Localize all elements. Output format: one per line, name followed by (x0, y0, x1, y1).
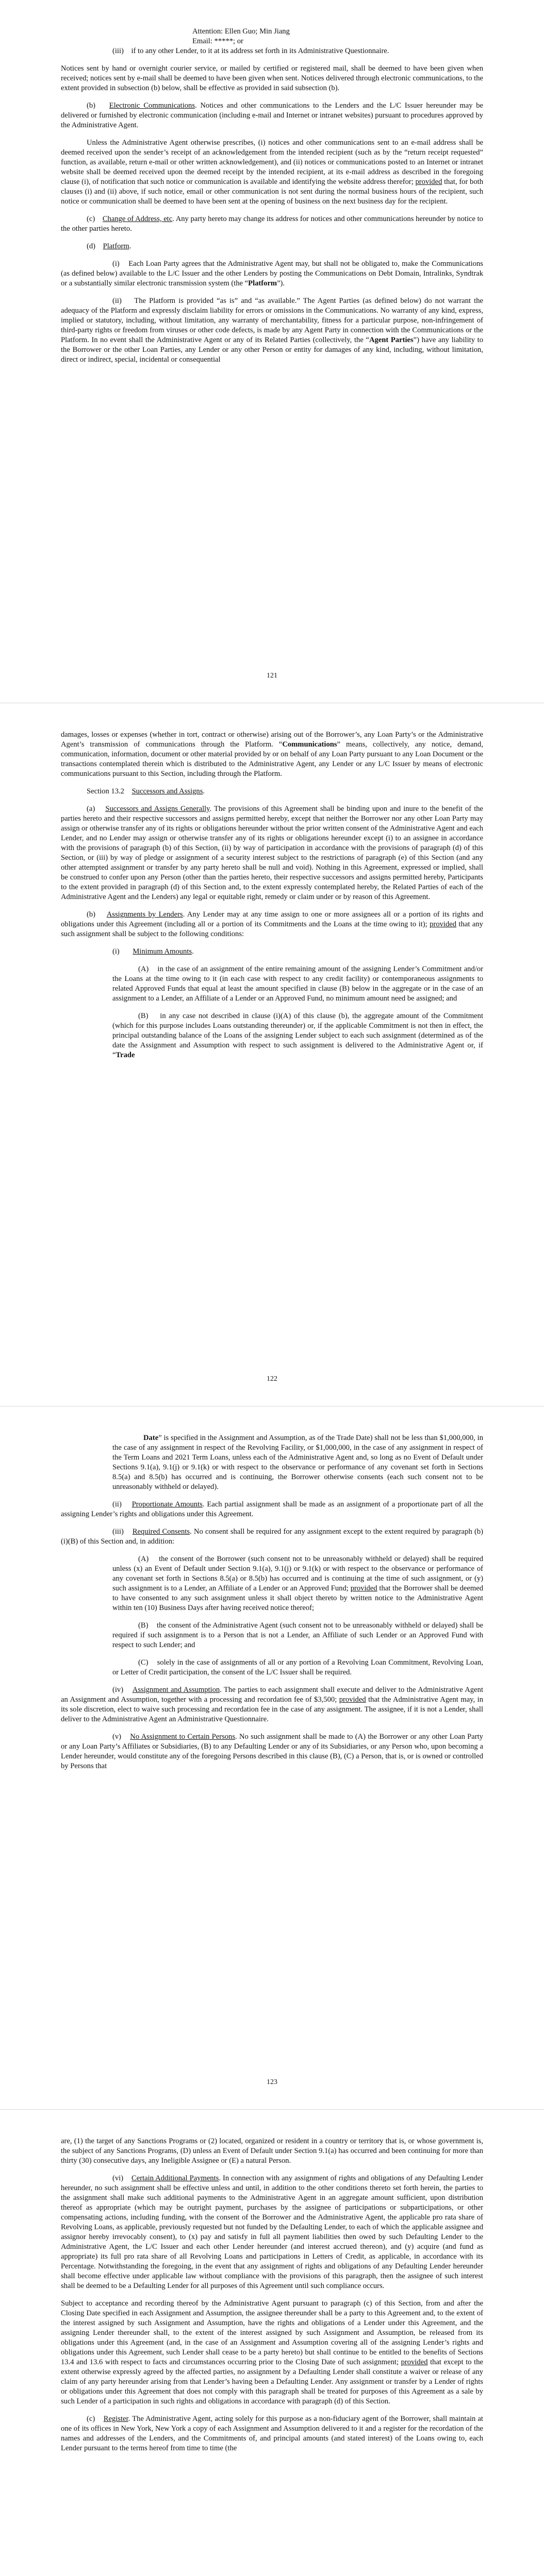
paragraph: (B) in any case not described in clause (i)(A) of this clause (b), the aggregate amount of the Commitment (which for this purpose includes Loans outstanding thereunder) or, if the applicable Commitment is not then in effect, the principal outstanding balance of the Loans of the assigning Lender subject to each such assignment (determined as of the date the Assignment and Assumption with respect to such assignment is delivered to the Administrative Agent or, if “Trade (112, 1012, 483, 1059)
paragraph: (i) Minimum Amounts. (112, 947, 194, 956)
paragraph: damages, losses or expenses (whether in tort, contract or otherwise) arising out of the Borrower’s, any Loan Party’s or the Administrative Agent’s transmission of communications through the Platform. “Communications” means, collectively, any notice, demand, communication, information, document or other material provided by or on behalf of any Loan Party pursuant to any Loan Document or the transactions contemplated therein which is distributed to the Administrative Agent, any Lender or any L/C Issuer by means of electronic communications pursuant to this Section, including through the Platform. (61, 731, 483, 778)
paragraph: Section 13.2 Successors and Assigns. (87, 787, 205, 795)
paragraph: are, (1) the target of any Sanctions Programs or (2) located, organized or resident in a country or territory that is, or whose government is, the subject of any Sanctions Programs, (D) unless an Event of Default under Section 9.1(a) has occurred and been continuing for more than thirty (30) consecutive days, any Ineligible Assignee or (E) a natural Person. (61, 2137, 483, 2165)
paragraph: (ii) The Platform is provided “as is” and “as available.” The Agent Parties (as defined below) do not warrant the adequacy of the Platform and expressly disclaim liability for errors or omissions in the Communications. No warranty of any kind, express, implied or statutory, including, without limitation, any warranty of merchantability, fitness for a particular purpose, non-infringement of third-party rights or freedom from viruses or other code defects, is made by any Agent Party in connection with the Communications or the Platform. In no event shall the Administrative Agent or any of its Related Parties (collectively, the “Agent Parties”) have any liability to the Borrower or the other Loan Parties, any Lender or any other Person or entity for damages of any kind, including, without limitation, direct or indirect, special, incidental or consequential (61, 297, 483, 364)
paragraph: (iv) Assignment and Assumption. The parties to each assignment shall execute and deliver to the Administrative Agent an Assignment and Assumption, together with a processing and recordation fee of $3,500; provided that the Administrative Agent may, in its sole discretion, elect to waive such processing and recordation fee in the case of any assignment. The assignee, if it is not a Lender, shall deliver to the Administrative Agent an Administrative Questionnaire. (61, 1686, 483, 1723)
paragraph: (iii) Required Consents. No consent shall be required for any assignment except to the extent required by paragraph (b)(i)(B) of this Section and, in addition: (61, 1528, 483, 1546)
paragraph: (A) in the case of an assignment of the entire remaining amount of the assigning Lender’s Commitment and/or the Loans at the time owing to it (in each case with respect to any credit facility) or contemporaneous assignments to related Approved Funds that equal at least the amount specified in clause (B) below in the aggregate or in the case of an assignment to a Lender, an Affiliate of a Lender or an Approved Fund, no minimum amount need be assigned; and (112, 965, 483, 1003)
paragraph: Unless the Administrative Agent otherwise prescribes, (i) notices and other communications sent to an e-mail address shall be deemed received upon the sender’s receipt of an acknowledgement from the intended recipient (such as by the “return receipt requested” function, as available, return e-mail or other written acknowledgement), and (ii) notices or communications posted to an Internet or intranet website shall be deemed received upon the deemed receipt by the intended recipient, at its e-mail address as described in the foregoing clause (i), of notification that such notice or communication is available and identifying the website address therefor; provided that, for both clauses (i) and (ii) above, if such notice, email or other communication is not sent during the normal business hours of the recipient, such notice or communication shall be deemed to have been sent at the opening of business on the next business day for the recipient. (61, 139, 483, 206)
paragraph: (b) Assignments by Lenders. Any Lender may at any time assign to one or more assignees all or a portion of its rights and obligations under this Agreement (including all or a portion of its Commitments and the Loans at the time owing to it); provided that any such assignment shall be subject to the following conditions: (61, 910, 483, 938)
page-122 (0, 703, 544, 1406)
page-number: 123 (267, 2078, 277, 2086)
paragraph: (i) Each Loan Party agrees that the Administrative Agent may, but shall not be obligated to, make the Communications (as defined below) available to the L/C Issuer and the other Lenders by posting the Communications on Debt Domain, Intralinks, Syndtrak or a substantially similar electronic transmission system (the “Platform”). (61, 260, 483, 287)
paragraph: Email: *****; or (192, 37, 243, 45)
paragraph: (c) Register. The Administrative Agent, acting solely for this purpose as a non-fiduciary agent of the Borrower, shall maintain at one of its offices in New York, New York a copy of each Assignment and Assumption delivered to it and a register for the recordation of the names and addresses of the Lenders, and the Commitments of, and principal amounts (and stated interest) of the Loans owing to, each Lender pursuant to the terms hereof from time to time (the (61, 2415, 483, 2452)
paragraph: Attention: Ellen Guo; Min Jiang (192, 27, 290, 36)
paragraph: (v) No Assignment to Certain Persons. No such assignment shall be made to (A) the Borrower or any other Loan Party or any Loan Party’s Affiliates or Subsidiaries, (B) to any Defaulting Lender or any of its Subsidiaries, or any Person who, upon becoming a Lender hereunder, would constitute any of the foregoing Persons described in this clause (B), (C) a Person, that is, or is owned or controlled by Persons that (61, 1733, 483, 1770)
page-123 (0, 1406, 544, 2110)
paragraph: (d) Platform. (87, 242, 131, 250)
paragraph: (vi) Certain Additional Payments. In connection with any assignment of rights and obligations of any Defaulting Lender hereunder, no such assignment shall be effective unless and until, in addition to the other conditions thereto set forth herein, the parties to the assignment shall make such additional payments to the Administrative Agent in an aggregate amount sufficient, upon distribution thereof as appropriate (which may be outright payment, purchases by the assignee of participations or subparticipations, or other compensating actions, including funding, with the consent of the Borrower and the Administrative Agent, the applicable pro rata share of Revolving Loans, as applicable, previously requested but not funded by the Defaulting Lender, to each of which the applicable assignee and assignor hereby irrevocably consent), to (x) pay and satisfy in full all payment liabilities then owed by such Defaulting Lender to the Administrative Agent, the L/C Issuer and each other Lender hereunder (and interest accrued thereon), and (y) acquire (and fund as appropriate) its full pro rata share of all Revolving Loans and participations in Letters of Credit, as applicable, in accordance with its Percentage. Notwithstanding the foregoing, in the event that any assignment of rights and obligations of any Defaulting Lender hereunder shall become effective under applicable law without compliance with the provisions of this paragraph, then the assignee of such interest shall be deemed to be a Defaulting Lender for all purposes of this Agreement until such compliance occurs. (61, 2174, 483, 2290)
paragraph: (B) the consent of the Administrative Agent (such consent not to be unreasonably withheld or delayed) shall be required if such assignment is to a Person that is not a Lender, an Affiliate of such Lender or an Approved Fund with respect to such Lender; and (112, 1621, 483, 1649)
page-number: 122 (267, 1375, 277, 1383)
paragraph: (c) Change of Address, etc. Any party hereto may change its address for notices and other communications hereunder by notice to the other parties hereto. (61, 215, 483, 233)
paragraph: (a) Successors and Assigns Generally. The provisions of this Agreement shall be binding upon and inure to the benefit of the parties hereto and their respective successors and assigns permitted hereby, except that neither the Borrower nor any other Loan Party may assign or otherwise transfer any of its rights or obligations hereunder without the prior written consent of the Administrative Agent and each Lender, and no Lender may assign or otherwise transfer any of its rights or obligations hereunder except (i) to an assignee in accordance with the provisions of paragraph (b) of this Section, (ii) by way of participation in accordance with the provisions of paragraph (d) of this Section, or (iii) by way of pledge or assignment of a security interest subject to the restrictions of paragraph (e) of this Section (and any other attempted assignment or transfer by any party hereto shall be null and void). Nothing in this Agreement, expressed or implied, shall be construed to confer upon any Person (other than the parties hereto, their respective successors and assigns permitted hereby, Participants to the extent provided in paragraph (d) of this Section and, to the extent expressly contemplated hereby, the Related Parties of each of the Administrative Agent and the Lenders) any legal or equitable right, remedy or claim under or by reason of this Agreement. (61, 805, 484, 901)
paragraph: (iii) if to any other Lender, to it at its address set forth in its Administrative Questionnaire. (112, 47, 389, 55)
paragraph: Notices sent by hand or overnight courier service, or mailed by certified or registered mail, shall be deemed to have been given when received; notices sent by e-mail shall be deemed to have been given when sent. Notices delivered through electronic communications, to the extent provided in subsection (b) below, shall be effective as provided in said subsection (b). (61, 64, 483, 92)
page-121 (0, 0, 544, 703)
page-124 (0, 2110, 544, 2576)
page-number: 121 (267, 672, 277, 680)
paragraph: Date” is specified in the Assignment and Assumption, as of the Trade Date) shall not be less than $1,000,000, in the case of any assignment in respect of the Revolving Facility, or $1,000,000, in the case of any assignment in respect of the Term Loans and 2021 Term Loans, unless each of the Administrative Agent and, so long as no Event of Default under Sections 9.1(a), 9.1(j) or 9.1(k) or with respect to the observance or performance of any covenant set forth in Sections 8.5(a) and 8.5(b) has occurred and is continuing, the Borrower otherwise consents (each such consent not to be unreasonably withheld or delayed). (112, 1434, 483, 1491)
paragraph: Subject to acceptance and recording thereof by the Administrative Agent pursuant to paragraph (c) of this Section, from and after the Closing Date specified in each Assignment and Assumption, the assignee thereunder shall be a party to this Agreement and, to the extent of the interest assigned by such Assignment and Assumption, have the rights and obligations of a Lender under this Agreement, and the assigning Lender thereunder shall, to the extent of the interest assigned by such Assignment and Assumption, be released from its obligations under this Agreement (and, in the case of an Assignment and Assumption covering all of the assigning Lender’s rights and obligations under this Agreement, such Lender shall cease to be a party hereto) but shall continue to be entitled to the benefits of Sections 13.4 and 13.6 with respect to facts and circumstances occurring prior to the Closing Date of such assignment; provided that except to the extent otherwise expressly agreed by the affected parties, no assignment by a Defaulting Lender shall constitute a waiver or release of any claim of any party hereunder arising from that Lender’s having been a Defaulting Lender. Any assignment or transfer by a Lender of rights or obligations under this Agreement that does not comply with this paragraph shall be treated for purposes of this Agreement as a sale by such Lender of a participation in such rights and obligations in accordance with paragraph (d) of this Section. (61, 2299, 483, 2405)
paragraph: (b) Electronic Communications. Notices and other communications to the Lenders and the L/C Issuer hereunder may be delivered or furnished by electronic communication (including e-mail and Internet or intranet websites) pursuant to procedures approved by the Administrative Agent. (61, 101, 483, 129)
paragraph: (C) solely in the case of assignments of all or any portion of a Revolving Loan Commitment, Revolving Loan, or Letter of Credit participation, the consent of the L/C Issuer shall be required. (112, 1658, 483, 1676)
paragraph: (ii) Proportionate Amounts. Each partial assignment shall be made as an assignment of a proportionate part of all the assigning Lender’s rights and obligations under this Agreement. (61, 1500, 483, 1518)
paragraph: (A) the consent of the Borrower (such consent not to be unreasonably withheld or delayed) shall be required unless (x) an Event of Default under Section 9.1(a), 9.1(j) or 9.1(k) or with respect to the observance or performance of any covenant set forth in Sections 8.5(a) or 8.5(b) has occurred and is continuing at the time of such assignment, or (y) such assignment is to a Lender, an Affiliate of a Lender or an Approved Fund; provided that the Borrower shall be deemed to have consented to any such assignment unless it shall object thereto by written notice to the Administrative Agent within ten (10) Business Days after having received notice thereof; (112, 1555, 483, 1612)
